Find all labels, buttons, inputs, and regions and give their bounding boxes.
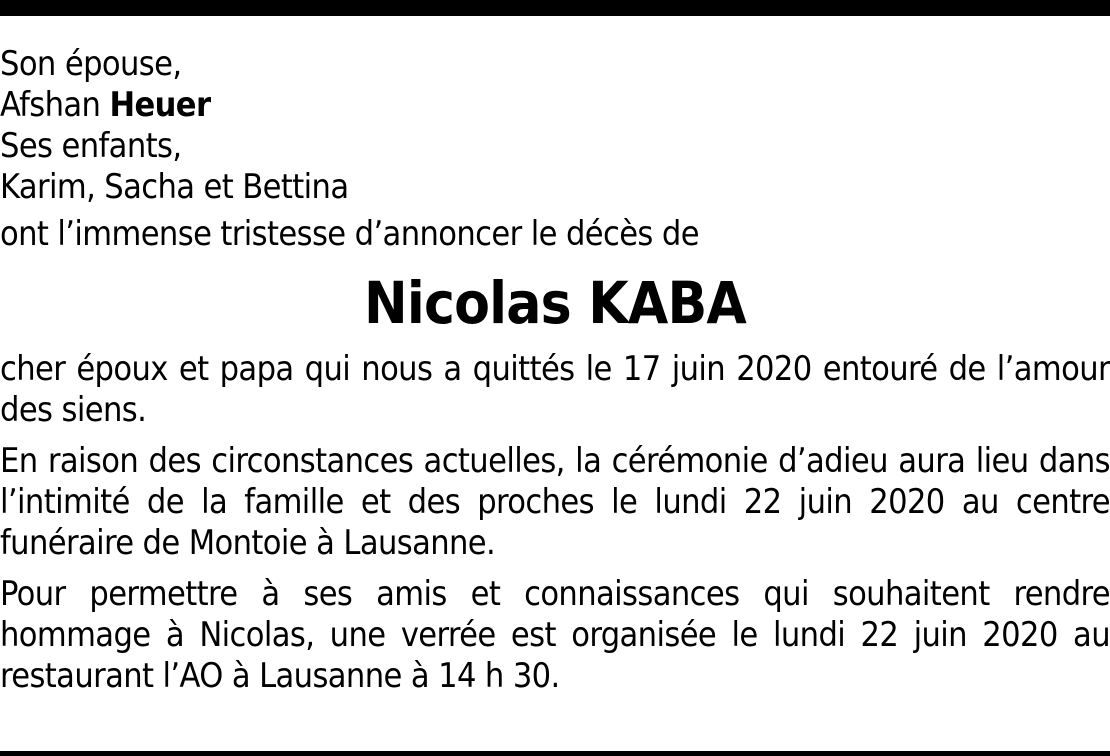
children-names: Karim, Sacha et Bettina xyxy=(0,167,349,207)
paragraph-farewell: cher époux et papa qui nous a quittés le 17 juin 2020 entouré de l’amour des siens. xyxy=(0,349,1110,430)
spouse-name xyxy=(0,85,1110,126)
paragraph-ceremony: En raison des circonstances actuelles, la cérémonie d’adieu aura lieu dans l’intimité de la famille et des proches le lundi 22 juin 2020 au centre funéraire de Montoie à Lausanne. xyxy=(0,441,1110,563)
children-label: Ses enfants, xyxy=(0,126,182,166)
spouse-surname: Heuer xyxy=(109,85,211,125)
family-block xyxy=(0,44,1110,208)
announcement-line: ont l’immense tristesse d’annoncer le décès de xyxy=(0,214,699,254)
top-rule xyxy=(0,0,1110,16)
deceased-name: Nicolas KABA xyxy=(364,269,746,337)
spouse-first-name: Afshan xyxy=(0,85,101,125)
paragraph-reception: Pour permettre à ses amis et connaissances qui souhaitent rendre hommage à Nicolas, une verrée est organisée le lundi 22 juin 2020 au restaurant l’AO à Lausanne à 14 h 30. xyxy=(0,574,1110,696)
spouse-label: Son épouse, xyxy=(0,44,182,84)
bottom-rule xyxy=(0,751,1110,756)
obituary-notice xyxy=(0,44,1110,697)
